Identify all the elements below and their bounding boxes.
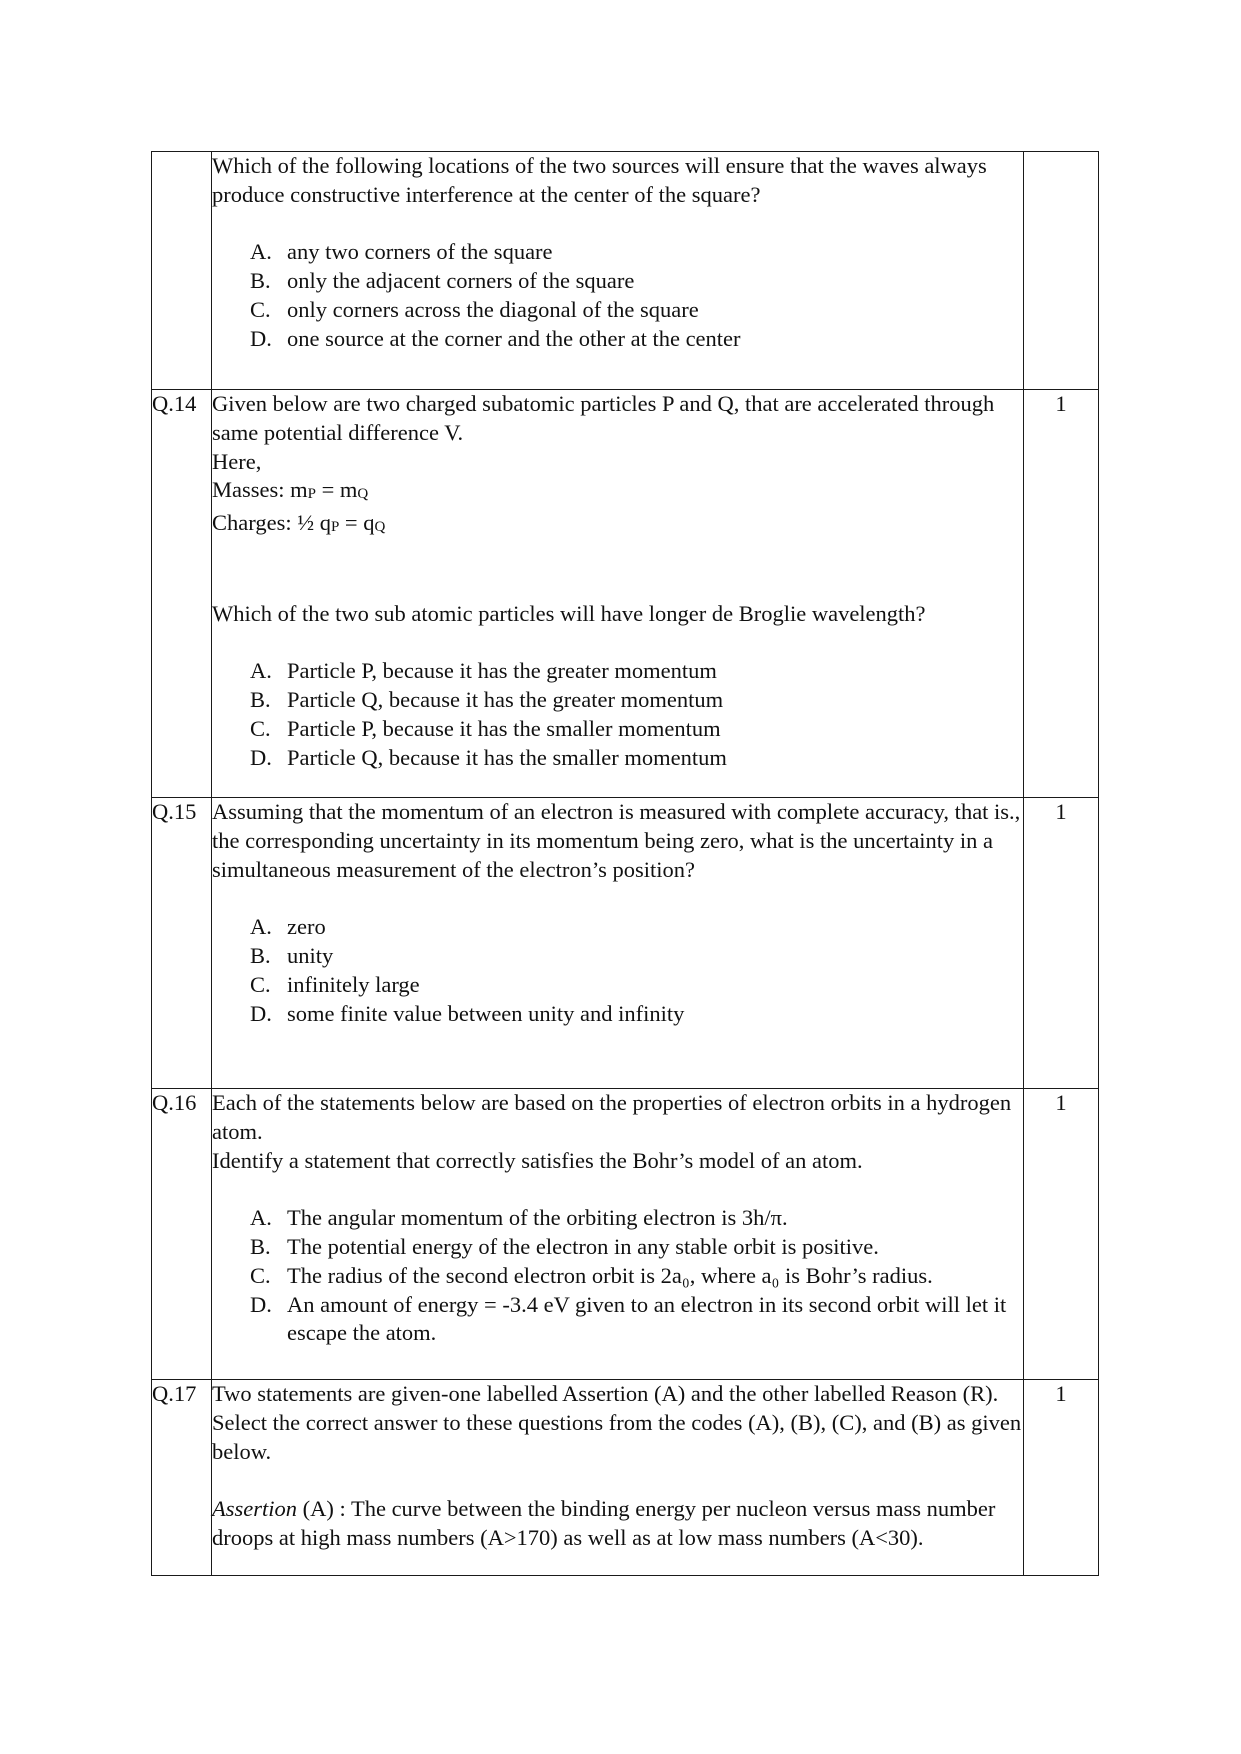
question-body — [212, 390, 1024, 798]
option-b: B. unity — [250, 942, 334, 968]
masses-line: Masses: mP = mQ — [212, 477, 369, 503]
question-row-14 — [152, 390, 1099, 798]
option-c: C. The radius of the second electron orbit is 2a₀, where a₀ is Bohr’s radius. — [250, 1262, 933, 1288]
question-table — [151, 151, 1099, 1576]
option-c: C. Particle P, because it has the smaller momentum — [250, 715, 721, 741]
option-b: B. Particle Q, because it has the greater momentum — [250, 686, 724, 712]
option-a: A. any two corners of the square — [250, 239, 553, 265]
option-c: C. only corners across the diagonal of the square — [250, 296, 699, 322]
question-row-17 — [152, 1380, 1099, 1576]
question-body — [212, 152, 1024, 390]
question-stem: Each of the statements below are based on the properties of electron orbits in a hydrogen atom. — [212, 1090, 1012, 1144]
option-a: A. zero — [250, 914, 326, 940]
question-number: Q.16 — [152, 1089, 212, 1380]
option-c: C. infinitely large — [250, 971, 420, 997]
marks: 1 — [1024, 798, 1099, 1089]
question-row-15 — [152, 798, 1099, 1089]
option-b: B. only the adjacent corners of the square — [250, 268, 635, 294]
question-prompt: Which of the two sub atomic particles will have longer de Broglie wavelength? — [212, 600, 926, 626]
question-body — [212, 1380, 1024, 1576]
option-d: D. Particle Q, because it has the smaller momentum — [250, 744, 727, 770]
options-list — [212, 238, 1023, 353]
option-a: A. Particle P, because it has the greater momentum — [250, 658, 717, 684]
options-list — [212, 1204, 1023, 1348]
question-row-16 — [152, 1089, 1099, 1380]
question-stem-line: Identify a statement that correctly satisfies the Bohr’s model of an atom. — [212, 1147, 863, 1173]
option-d: D. some finite value between unity and infinity — [250, 1000, 685, 1026]
assertion-label: Assertion — [212, 1496, 298, 1522]
question-number: Q.17 — [152, 1380, 212, 1576]
question-stem: Given below are two charged subatomic particles P and Q, that are accelerated through same potential difference V. — [212, 391, 995, 445]
question-number: Q.15 — [152, 798, 212, 1089]
option-d: D. An amount of energy = -3.4 eV given to an electron in its second orbit will let it escape the atom. — [250, 1291, 1007, 1346]
assertion — [212, 1495, 1023, 1553]
question-stem-line: Here, — [212, 448, 262, 474]
marks: 1 — [1024, 390, 1099, 798]
question-number: Q.14 — [152, 390, 212, 798]
charges-line: Charges: ½ qP = qQ — [212, 510, 386, 536]
marks: 1 — [1024, 1089, 1099, 1380]
options-list — [212, 913, 1023, 1028]
options-list — [212, 657, 1023, 772]
question-body — [212, 1089, 1024, 1380]
marks — [1024, 152, 1099, 390]
option-b: B. The potential energy of the electron in any stable orbit is positive. — [250, 1233, 879, 1259]
question-stem: Two statements are given-one labelled Assertion (A) and the other labelled Reason (R). Select the correct answer to these questions from the codes (A), (B), (C), and (B) as given below. — [212, 1381, 1022, 1464]
option-a: A. The angular momentum of the orbiting electron is 3h/π. — [250, 1205, 788, 1231]
question-row-13-continued — [152, 152, 1099, 390]
marks: 1 — [1024, 1380, 1099, 1576]
option-d: D. one source at the corner and the other at the center — [250, 325, 741, 351]
question-stem: Assuming that the momentum of an electron is measured with complete accuracy, that is., the corresponding uncertainty in its momentum being zero, what is the uncertainty in a simultaneous measurement of the electron’s position? — [212, 799, 1021, 882]
question-body — [212, 798, 1024, 1089]
question-stem: Which of the following locations of the two sources will ensure that the waves always produce constructive interference at the center of the square? — [212, 153, 987, 207]
question-number — [152, 152, 212, 390]
assertion-text: (A) : The curve between the binding energy per nucleon versus mass number droops at high mass numbers (A>170) as well as at low mass numbers (A<30). — [212, 1496, 996, 1550]
